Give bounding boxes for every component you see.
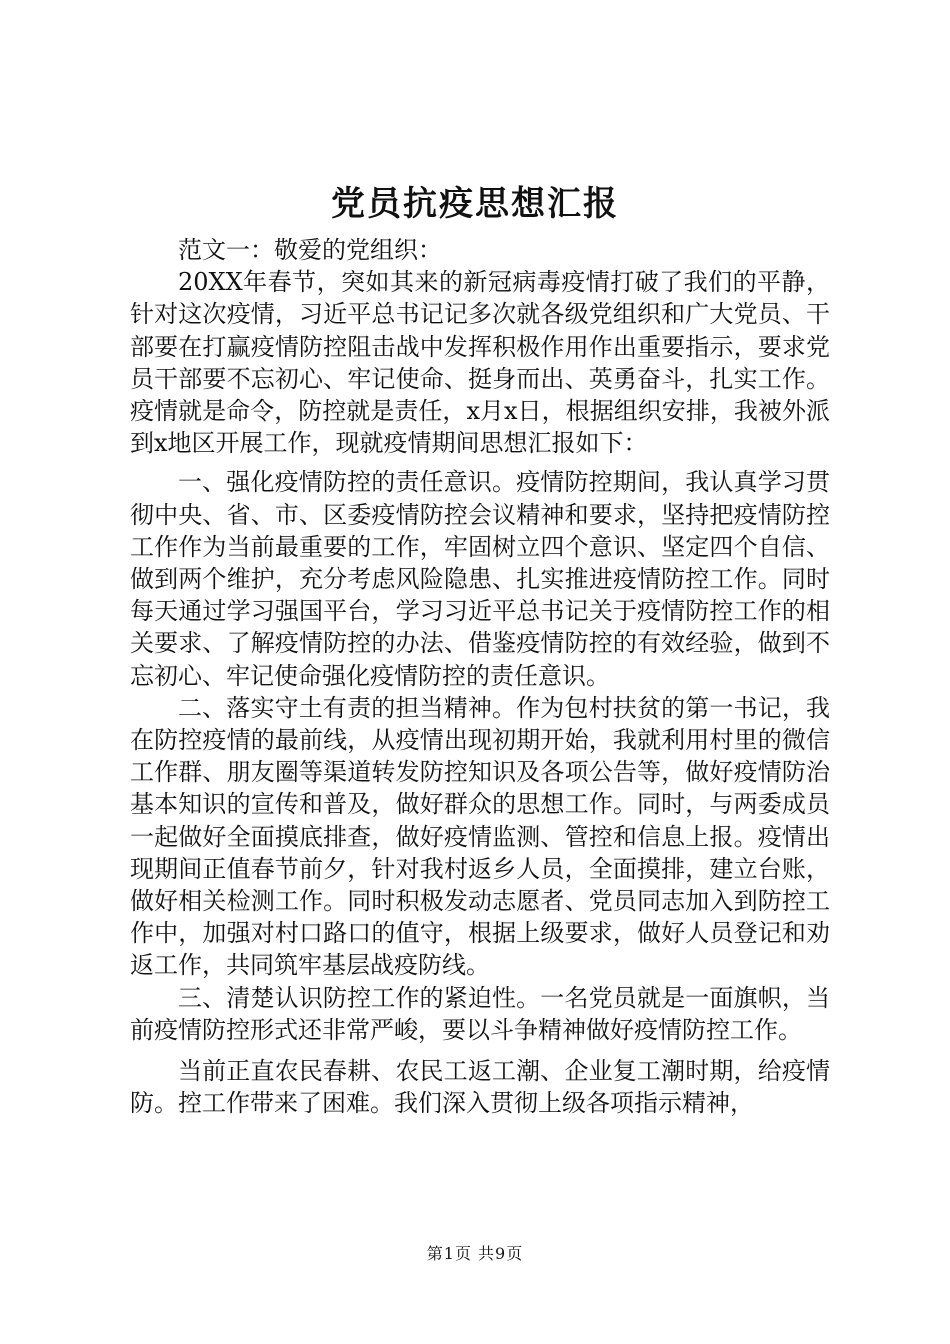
paragraph-continued: 当前正直农民春耕、农民工返工潮、企业复工潮时期，给疫情防。控工作带来了困难。我们深入贯彻上级各项指示精神， [130, 1057, 830, 1118]
paragraph-intro: 20XX年春节，突如其来的新冠病毒疫情打破了我们的平静，针对这次疫情，习近平总书记记多次就各级党组织和广大党员、干部要在打赢疫情防控阻击战中发挥积极作用作出重要指示，要求党员干部要不忘初心、牢记使命、挺身而出、英勇奋斗，扎实工作。疫情就是命令，防控就是责任，x月x日，根据组织安排，我被外派到x地区开展工作，现就疫情期间思想汇报如下： [130, 268, 830, 458]
paragraph-section-2: 二、落实守土有责的担当精神。作为包村扶贫的第一书记，我在防控疫情的最前线，从疫情出现初期开始，我就利用村里的微信工作群、朋友圈等渠道转发防控知识及各项公告等，做好疫情防治基本知识的宣传和普及，做好群众的思想工作。同时，与两委成员一起做好全面摸底排查，做好疫情监测、管控和信息上报。疫情出现期间正值春节前夕，针对我村返乡人员，全面摸排，建立台账，做好相关检测工作。同时积极发动志愿者、党员同志加入到防控工作中，加强对村口路口的值守，根据上级要求，做好人员登记和劝返工作，共同筑牢基层战疫防线。 [130, 693, 830, 980]
paragraph-section-1: 一、强化疫情防控的责任意识。疫情防控期间，我认真学习贯彻中央、省、市、区委疫情防控会议精神和要求，坚持把疫情防控工作作为当前最重要的工作，牢固树立四个意识、坚定四个自信、做到两个维护，充分考虑风险隐患、扎实推进疫情防控工作。同时每天通过学习强国平台，学习习近平总书记关于疫情防控工作的相关要求、了解疫情防控的办法、借鉴疫情防控的有效经验，做到不忘初心、牢记使命强化疫情防控的责任意识。 [130, 468, 830, 690]
greeting-line: 范文一：敬爱的党组织： [178, 236, 442, 264]
document-body [130, 234, 830, 1119]
paragraph-section-3: 三、清楚认识防控工作的紧迫性。一名党员就是一面旗帜，当前疫情防控形式还非常严峻，要以斗争精神做好疫情防控工作。 [130, 983, 830, 1044]
page-number-footer: 第1页 共9页 [426, 1244, 524, 1263]
document-title: 党员抗疫思想汇报 [331, 184, 619, 224]
